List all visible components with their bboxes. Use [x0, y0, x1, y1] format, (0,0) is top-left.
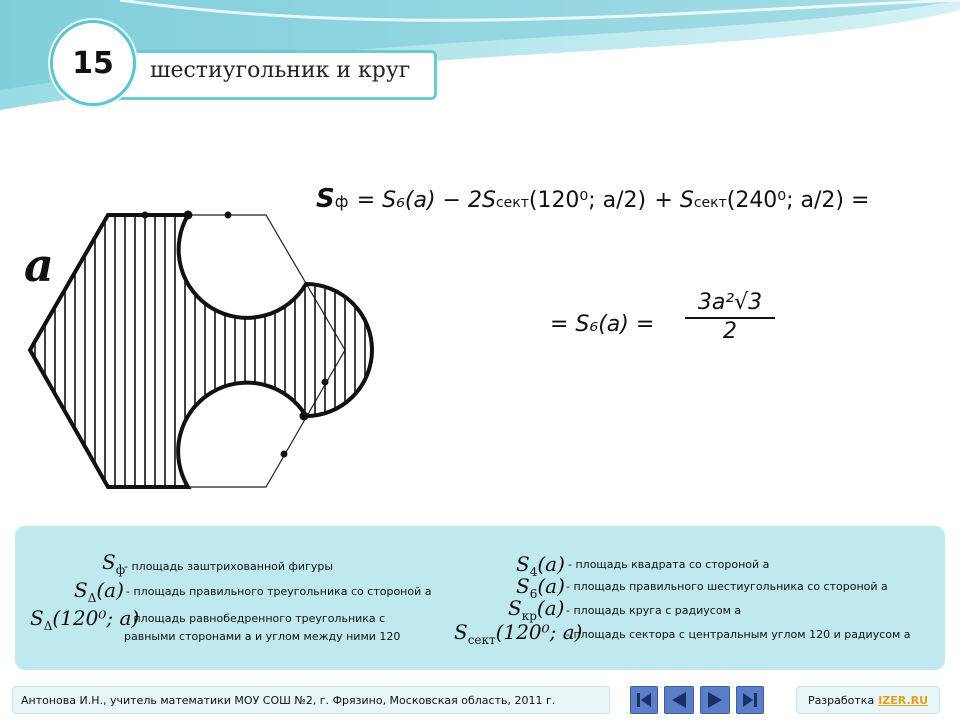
legend-symbol: $S_{сект}(120^0$; a) [454, 620, 583, 647]
point-marker [142, 212, 149, 219]
legend-text: - площадь квадрата со стороной a [568, 558, 770, 571]
point-marker [281, 451, 288, 458]
legend-text: - площадь сектора с центральным углом 120 и радиусом a [566, 628, 911, 641]
slide-number-badge: 15 [50, 20, 136, 106]
legend-symbol: $S_ф$ [102, 550, 126, 577]
legend-symbol: $S_{кр}(a)$ [508, 596, 565, 623]
point-marker [225, 212, 232, 219]
fraction-numerator: 3a²√3 [685, 290, 775, 319]
legend-text: - площадь правильного шестиугольника со стороной a [566, 580, 888, 593]
point-marker [322, 379, 329, 386]
point-marker [300, 412, 309, 421]
legend-symbol: $S_4(a)$ [516, 552, 565, 579]
shaded-figure [30, 215, 372, 487]
legend-symbol: $S_\Delta(a)$ [74, 578, 124, 605]
developer-link[interactable]: IZER.RU [878, 693, 929, 707]
fraction-denominator: 2 [723, 319, 737, 344]
slide-title: шестиугольник и круг [150, 58, 411, 83]
skip-back-icon [635, 691, 653, 709]
footer-author: Антонова И.Н., учитель математики МОУ СОШ №2, г. Фрязино, Московская область, 2011 г. [12, 686, 610, 714]
legend-text: - площадь круга с радиусом a [566, 604, 742, 617]
legend-text: - площадь заштрихованной фигуры [124, 560, 334, 573]
arrow-left-icon [669, 690, 689, 710]
point-marker [184, 211, 193, 220]
legend-symbol: $S_6(a)$ [516, 574, 565, 601]
hexagon-circle-figure [20, 200, 430, 500]
side-label-a: a [24, 238, 54, 292]
developer-credit: Разработка IZER.RU [796, 686, 940, 714]
legend-panel [15, 526, 945, 670]
formula-lhs: S [316, 184, 335, 214]
skip-forward-icon [741, 691, 759, 709]
nav-last-button[interactable] [736, 686, 764, 714]
legend-text: равными сторонами a и углом между ними 120 [124, 630, 401, 643]
formula-fraction [685, 290, 775, 344]
arrow-right-icon [705, 690, 725, 710]
legend-text: - площадь правильного треугольника со стороной a [126, 585, 432, 598]
nav-next-button[interactable] [700, 686, 730, 714]
legend-symbol: $S_\Delta(120^0$; a) [30, 606, 140, 633]
nav-prev-button[interactable] [664, 686, 694, 714]
formula-line-2: = S₆(a) = [550, 312, 655, 337]
legend-text: - площадь равнобедренного треугольника с [126, 612, 386, 625]
formula-line-1: Sф = S₆(a) − 2Sсект(120⁰; a/2) + Sсект(240⁰; a/2) = [316, 184, 870, 214]
nav-first-button[interactable] [630, 686, 658, 714]
